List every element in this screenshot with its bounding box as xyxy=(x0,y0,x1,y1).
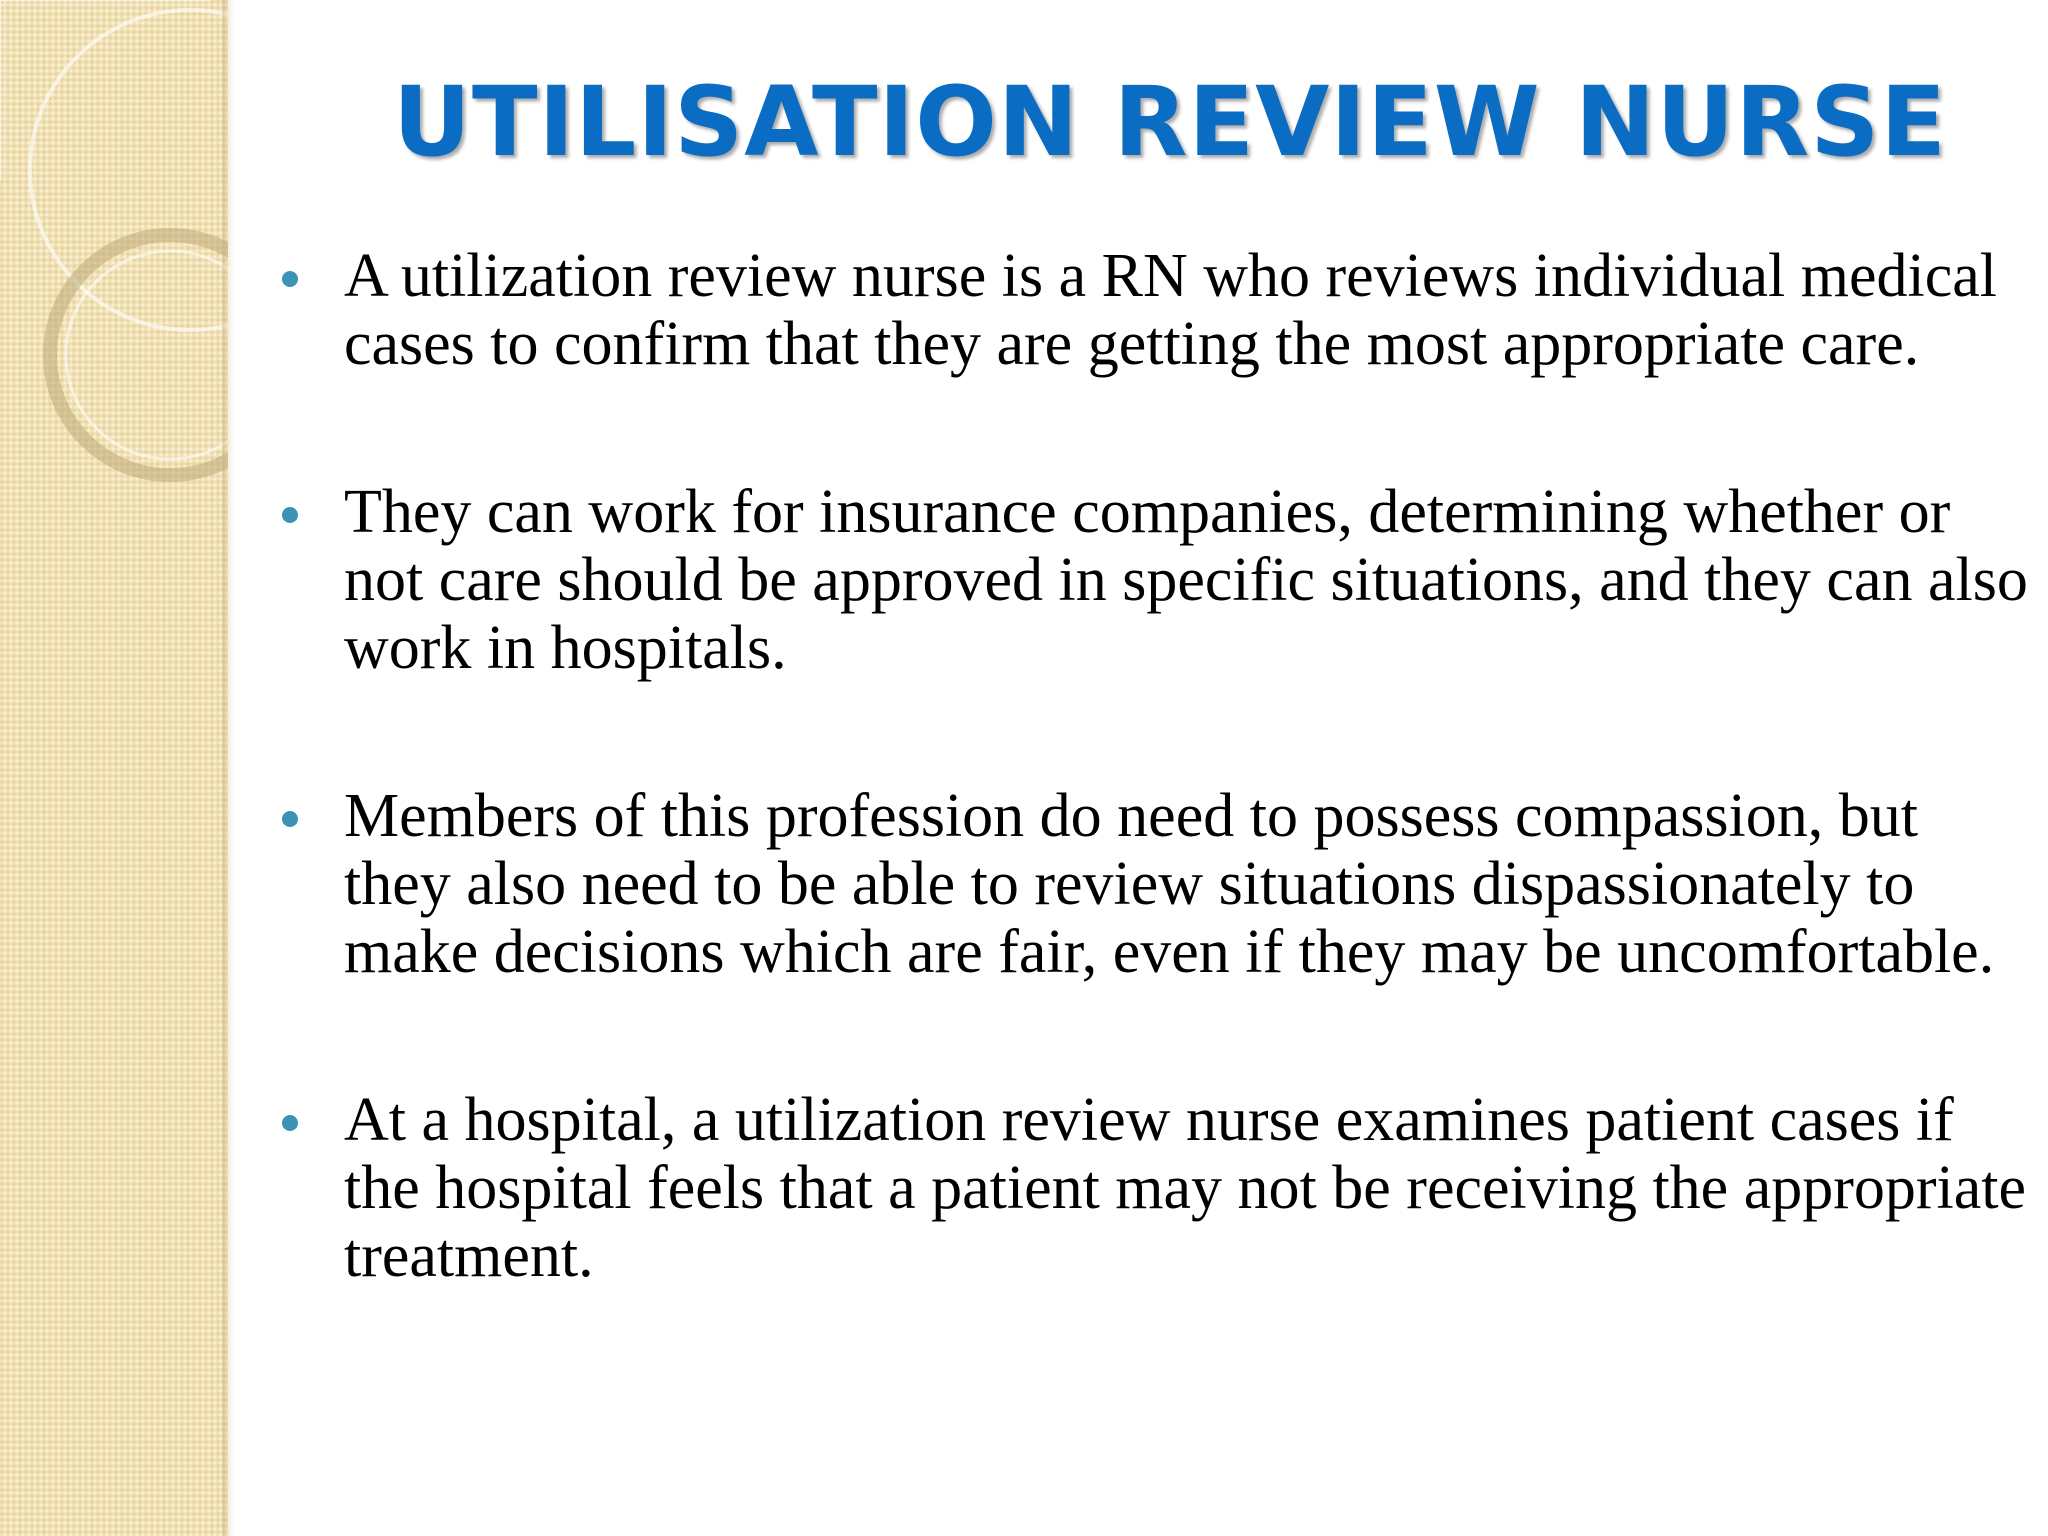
decorative-side-band xyxy=(0,0,228,1536)
bullet-item xyxy=(278,782,2038,986)
bullet-text: Members of this profession do need to possess compassion, but they also need to be able to review situations dispassionately to make decisions which are fair, even if they may be uncomfortable. xyxy=(344,782,1995,986)
bullet-dot-icon xyxy=(282,271,298,287)
bullet-item xyxy=(278,478,2038,682)
slide-title: UTILISATION REVIEW NURSE xyxy=(393,66,1947,178)
bullet-item xyxy=(278,1086,2038,1290)
bullet-text: They can work for insurance companies, determining whether or not care should be approved in specific situations, and they can also work in hospitals. xyxy=(344,478,2028,682)
bullet-dot-icon xyxy=(282,811,298,827)
bullet-dot-icon xyxy=(282,507,298,523)
bullet-item xyxy=(278,242,2038,378)
bullet-text: A utilization review nurse is a RN who reviews individual medical cases to confirm that they are getting the most appropriate care. xyxy=(344,242,1997,378)
decorative-rings-graphic xyxy=(0,0,228,1536)
bullet-text: At a hospital, a utilization review nurse examines patient cases if the hospital feels that a patient may not be receiving the appropriate treatment. xyxy=(344,1086,2026,1290)
bullet-list xyxy=(278,242,2038,1390)
side-band-edge-shadow xyxy=(222,0,234,1536)
bullet-dot-icon xyxy=(282,1115,298,1131)
